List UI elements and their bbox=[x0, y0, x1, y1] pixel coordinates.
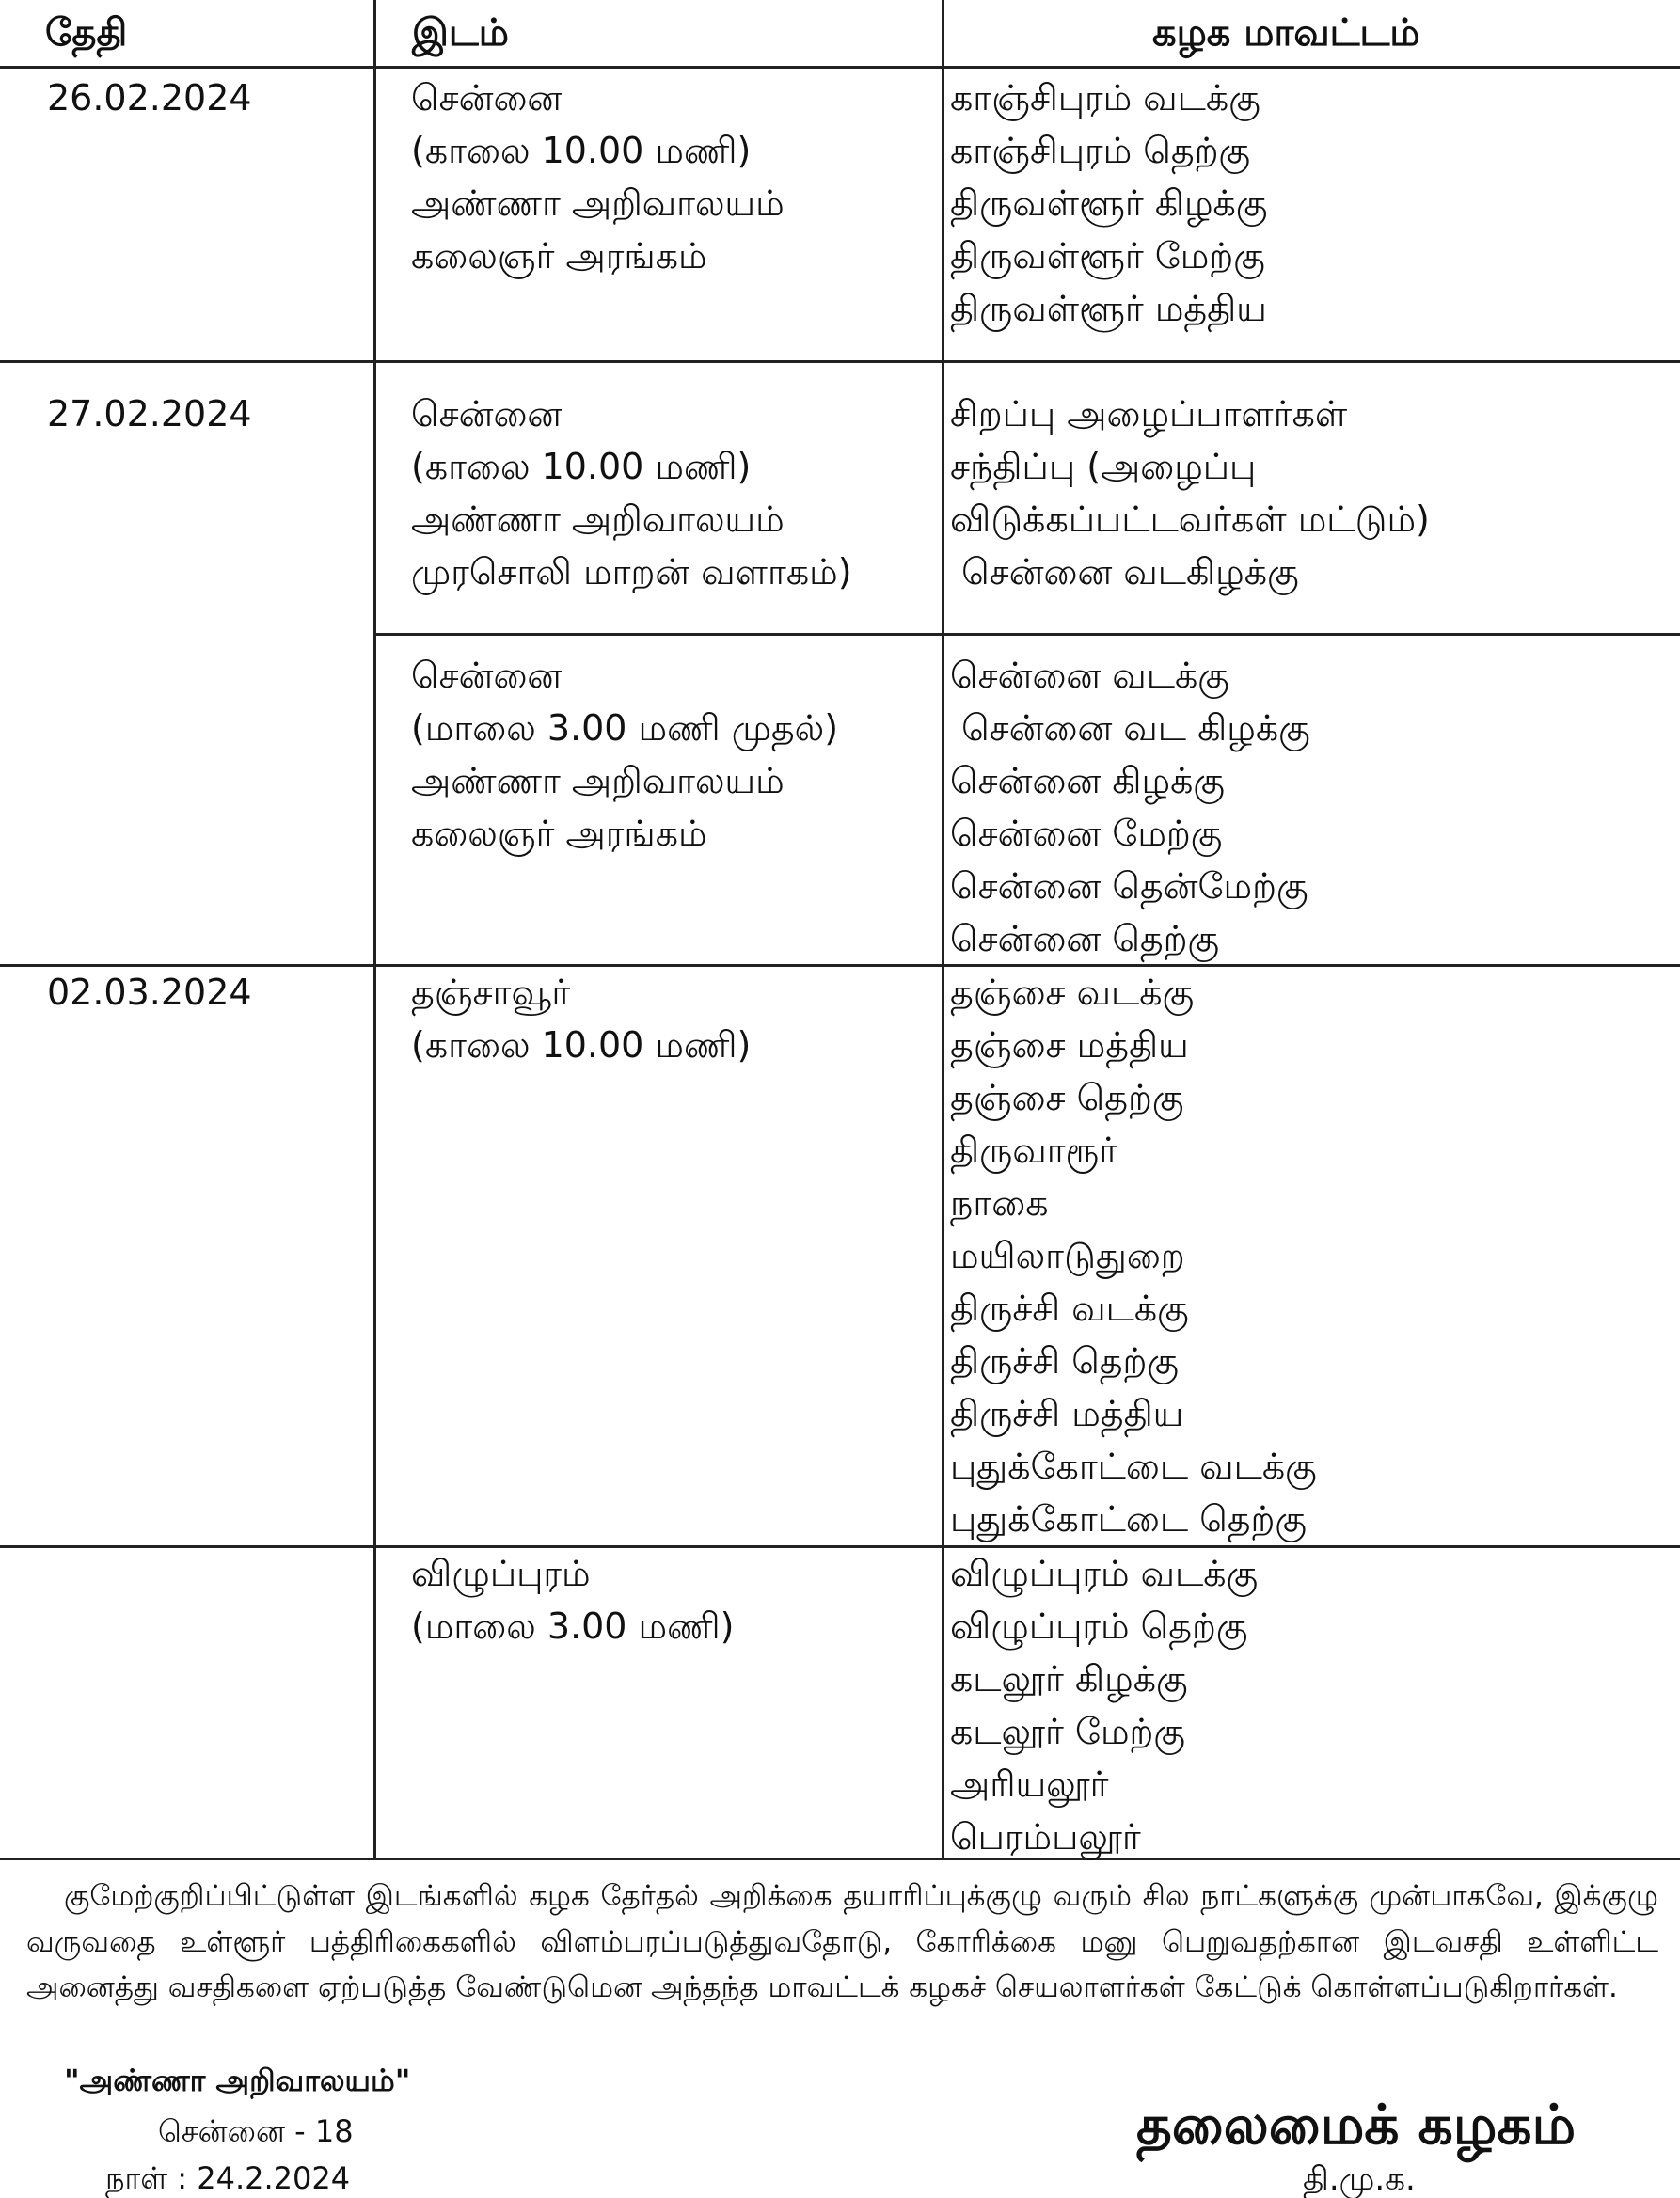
district-item: சென்னை கிழக்கு bbox=[950, 760, 1225, 801]
district-item: தஞ்சை தெற்கு bbox=[950, 1077, 1184, 1118]
district-item: விழுப்புரம் வடக்கு bbox=[950, 1553, 1259, 1594]
row-rule bbox=[0, 360, 1680, 363]
signature-title: தலைமைக் கழகம் bbox=[1136, 2093, 1577, 2157]
row-rule bbox=[0, 1545, 1680, 1548]
district-item: திருச்சி மத்திய bbox=[950, 1393, 1184, 1434]
district-item: சென்னை மேற்கு bbox=[950, 813, 1223, 854]
district-item: திருவள்ளூர் மேற்கு bbox=[950, 235, 1265, 277]
place-line: அண்ணா அறிவாலயம் bbox=[411, 498, 785, 540]
column-rule bbox=[942, 0, 944, 1860]
district-item: சென்னை தென்மேற்கு bbox=[950, 865, 1308, 907]
district-item: புதுக்கோட்டை தெற்கு bbox=[950, 1498, 1307, 1540]
header-place: இடம் bbox=[412, 11, 509, 55]
place-line: சென்னை bbox=[411, 655, 563, 696]
column-rule bbox=[373, 0, 376, 1860]
row-date: 27.02.2024 bbox=[47, 393, 252, 435]
row-place bbox=[411, 649, 838, 860]
place-line: விழுப்புரம் bbox=[411, 1553, 591, 1594]
district-item: திருவள்ளூர் மத்திய bbox=[950, 288, 1267, 329]
place-line: சென்னை bbox=[411, 77, 563, 119]
place-line: (மாலை 3.00 மணி) bbox=[411, 1605, 735, 1647]
district-item: சந்திப்பு (அழைப்பு bbox=[950, 446, 1257, 487]
place-line: முரசொலி மாறன் வளாகம்) bbox=[411, 551, 852, 593]
row-place bbox=[411, 1547, 734, 1652]
place-line: கலைஞர் அரங்கம் bbox=[411, 235, 707, 277]
place-line: (காலை 10.00 மணி) bbox=[411, 130, 752, 171]
district-item: விழுப்புரம் தெற்கு bbox=[950, 1605, 1248, 1647]
row-districts bbox=[950, 1547, 1258, 1863]
place-line: (காலை 10.00 மணி) bbox=[411, 1024, 752, 1066]
place-line: தஞ்சாவூர் bbox=[411, 972, 571, 1013]
office-name: "அண்ணா அறிவாலயம்" bbox=[64, 2063, 411, 2098]
header-district: கழக மாவட்டம் bbox=[1152, 11, 1420, 55]
row-rule bbox=[0, 964, 1680, 967]
place-line: (மாலை 3.00 மணி முதல்) bbox=[411, 707, 839, 749]
table-bottom-rule bbox=[0, 1858, 1680, 1860]
district-item: சென்னை தெற்கு bbox=[950, 918, 1220, 959]
district-item: பெரம்பலூர் bbox=[950, 1816, 1141, 1858]
place-line: சென்னை bbox=[411, 393, 563, 435]
row-place bbox=[411, 966, 751, 1071]
place-line: (காலை 10.00 மணி) bbox=[411, 446, 752, 487]
district-item: தஞ்சை மத்திய bbox=[950, 1024, 1189, 1066]
row-rule bbox=[374, 633, 1680, 636]
district-item: நாகை bbox=[950, 1182, 1049, 1224]
district-item: சென்னை வட கிழக்கு bbox=[950, 707, 1310, 749]
district-item: சென்னை வடக்கு bbox=[950, 655, 1229, 696]
district-item: திருச்சி வடக்கு bbox=[950, 1288, 1189, 1329]
district-item: அரியலூர் bbox=[950, 1763, 1109, 1805]
row-districts bbox=[950, 71, 1267, 335]
district-item: புதுக்கோட்டை வடக்கு bbox=[950, 1446, 1317, 1487]
district-item: மயிலாடுதுறை bbox=[950, 1235, 1185, 1276]
district-item: கடலூர் கிழக்கு bbox=[950, 1658, 1188, 1700]
place-line: அண்ணா அறிவாலயம் bbox=[411, 182, 785, 224]
district-item: தஞ்சை வடக்கு bbox=[950, 972, 1195, 1013]
row-place bbox=[411, 387, 852, 598]
row-districts bbox=[950, 649, 1310, 965]
row-districts bbox=[950, 966, 1317, 1545]
district-item: திருச்சி தெற்கு bbox=[950, 1340, 1179, 1382]
place-line: கலைஞர் அரங்கம் bbox=[411, 813, 707, 854]
notice-date: நாள் : 24.2.2024 bbox=[105, 2160, 351, 2196]
row-date: 02.03.2024 bbox=[47, 972, 252, 1013]
district-item: திருவாரூர் bbox=[950, 1130, 1118, 1171]
district-item: கடலூர் மேற்கு bbox=[950, 1711, 1185, 1752]
place-line: அண்ணா அறிவாலயம் bbox=[411, 760, 785, 801]
district-item: சென்னை வடகிழக்கு bbox=[950, 551, 1299, 593]
row-place bbox=[411, 71, 785, 282]
instruction-note: குமேற்குறிப்பிட்டுள்ள இடங்களில் கழக தேர்தல் அறிக்கை தயாரிப்புக்குழு வரும் சில நாட்களுக்கு முன்பாகவே, இக்குழு வருவதை உள்ளூர் பத்திரிகைகளில் விளம்பரப்படுத்துவதோடு, கோரிக்கை மனு பெறுவதற்கான இடவசதி உள்ளிட்ட அனைத்து வசதிகளை ஏற்படுத்த வேண்டுமென அந்தந்த மாவட்டக் கழகச் செயலாளர்கள் கேட்டுக் கொள்ளப்படுகிறார்கள். bbox=[26, 1879, 1658, 2004]
district-item: விடுக்கப்பட்டவர்கள் மட்டும்) bbox=[950, 498, 1430, 540]
row-date: 26.02.2024 bbox=[47, 77, 252, 119]
office-city: சென்னை - 18 bbox=[158, 2113, 354, 2149]
party-name: தி.மு.க. bbox=[1303, 2160, 1416, 2198]
district-item: திருவள்ளூர் கிழக்கு bbox=[950, 182, 1268, 224]
district-item: காஞ்சிபுரம் தெற்கு bbox=[950, 130, 1251, 171]
header-rule bbox=[0, 66, 1680, 69]
district-item: காஞ்சிபுரம் வடக்கு bbox=[950, 77, 1260, 119]
header-date: தேதி bbox=[45, 11, 128, 55]
district-item: சிறப்பு அழைப்பாளர்கள் bbox=[950, 393, 1348, 435]
row-districts bbox=[950, 387, 1430, 598]
